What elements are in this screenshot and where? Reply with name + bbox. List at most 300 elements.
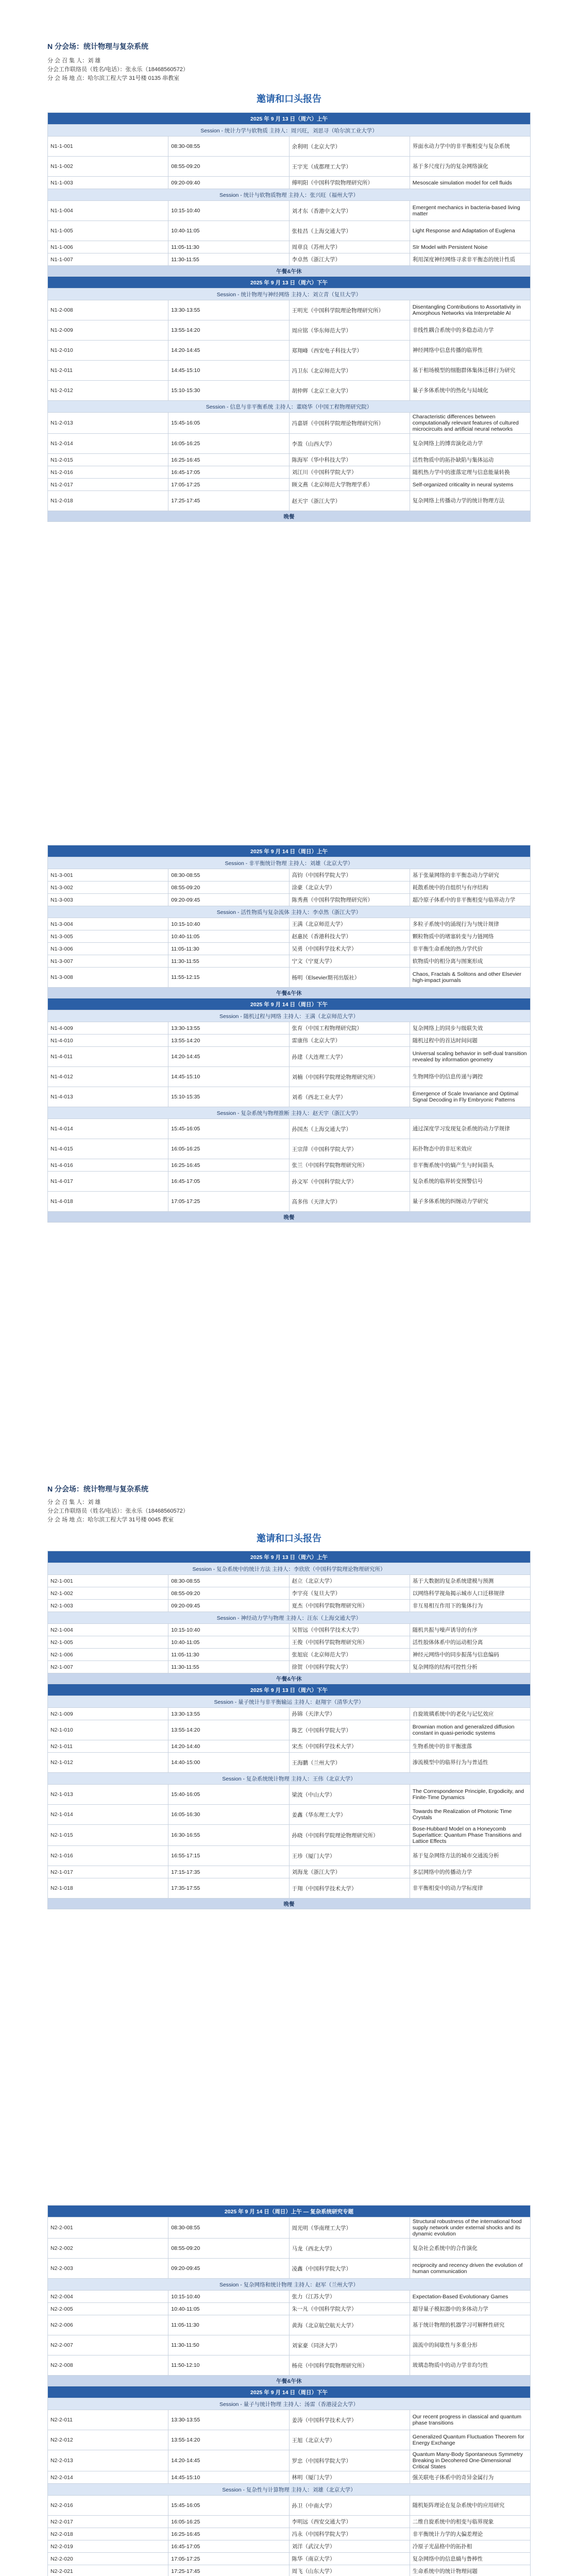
talk-title: 基于相场模型的细胞群体集体迁移行为研究 (410, 361, 530, 381)
talk-id: N1-3-005 (48, 930, 168, 943)
talk-time: 10:15-10:40 (168, 1624, 289, 1636)
talk-time: 16:25-16:45 (168, 454, 289, 466)
talk-time: 08:30-08:55 (168, 2217, 289, 2239)
talk-title: 耗散系统中的自组织与有序结构 (410, 882, 530, 894)
talk-id: N2-2-005 (48, 2303, 168, 2315)
talk-speaker: 刘江川（中国科学院大学） (289, 466, 410, 479)
schedule-table (47, 845, 531, 1223)
break-row (48, 1673, 531, 1684)
talk-title: 玻璃态物质中的动力学非均匀性 (410, 2355, 530, 2376)
day-header (48, 277, 531, 289)
talk-speaker: 孙晓（中国科学院理论物理研究所） (289, 1825, 410, 1846)
talk-id: N1-4-014 (48, 1119, 168, 1139)
talk-title: Characteristic differences between computationally relevant features of cultured microcircuits and artificial neural networks (410, 413, 530, 434)
talk-time: 16:45-17:05 (168, 466, 289, 479)
session-label: Session - 复杂系统中的统计方法 主持人：李欣欣（中国科学院理论物理研究所） (48, 1563, 531, 1575)
talk-title: 随机矩阵理论在复杂系统中的应用研究 (410, 2496, 530, 2516)
talk-time: 09:20-09:45 (168, 2259, 289, 2279)
talk-time: 08:30-08:55 (168, 137, 289, 157)
talk-title: 软物质中的相分离与图案形成 (410, 955, 530, 968)
talk-row (48, 1600, 531, 1612)
talk-id: N2-1-009 (48, 1708, 168, 1720)
talk-row (48, 320, 531, 341)
talk-time: 14:45-15:10 (168, 2471, 289, 2484)
talk-title: 复杂网络上的博弈演化动力学 (410, 434, 530, 454)
talk-row (48, 2528, 531, 2540)
talk-title: 复杂网络的结构可控性分析 (410, 1661, 530, 1673)
talk-title: 基于复杂网络方法的城市交通流分析 (410, 1846, 530, 1866)
talk-time: 11:05-11:30 (168, 241, 289, 253)
talk-speaker: 冯永（中国科学院大学） (289, 2528, 410, 2540)
day-label: 2025 年 9 月 14 日（周日）上午 (48, 845, 531, 857)
talk-title: Light Response and Adaptation of Euglena (410, 221, 530, 241)
talk-title: Chaos, Fractals & Solitons and other Elsevier high-impact journals (410, 968, 530, 988)
talk-id: N2-2-001 (48, 2217, 168, 2239)
talk-speaker: 冯卫东（北京师范大学） (289, 361, 410, 381)
talk-row (48, 221, 531, 241)
talk-time: 16:45-17:05 (168, 2540, 289, 2553)
talk-title: 自旋玻璃系统中的老化与记忆效应 (410, 1708, 530, 1720)
talk-speaker: 王宗萍（中国科学院大学） (289, 1139, 410, 1159)
talk-time: 14:45-15:10 (168, 1067, 289, 1087)
talk-speaker: 夏杰（中国科学院物理研究所） (289, 1600, 410, 1612)
session-header (48, 2484, 531, 2496)
session-label: Session - 统计物理与神经网络 主持人：刘立青（复旦大学） (48, 289, 531, 300)
talk-title: 活性物质中的拓扑缺陷与集体运动 (410, 454, 530, 466)
talk-id: N1-4-013 (48, 1087, 168, 1107)
talk-row (48, 1035, 531, 1047)
talk-title: Self-organized criticality in neural systems (410, 479, 530, 491)
talk-speaker: 高钧（中国科学院大学） (289, 869, 410, 882)
talk-id: N2-1-010 (48, 1720, 168, 1740)
talk-speaker: 张旭宸（北京师范大学） (289, 1649, 410, 1661)
break-row (48, 511, 531, 522)
talk-time: 08:30-08:55 (168, 869, 289, 882)
talk-time: 16:05-16:25 (168, 1139, 289, 1159)
talk-row (48, 454, 531, 466)
talk-title: 非线性耦合系统中的多稳态动力学 (410, 320, 530, 341)
talk-time: 11:30-11:55 (168, 253, 289, 266)
talk-speaker: 陈秀燕（中国科学院物理研究所） (289, 894, 410, 906)
talk-id: N1-2-009 (48, 320, 168, 341)
talk-id: N1-3-004 (48, 918, 168, 930)
talk-title: Disentangling Contributions to Assortativity in Amorphous Networks via Interpretable AI (410, 300, 530, 320)
talk-row (48, 1753, 531, 1773)
talk-row (48, 1119, 531, 1139)
talk-title: 量子多体系统中的热化与局域化 (410, 381, 530, 401)
talk-speaker: 陈艺（中国科学院大学） (289, 1720, 410, 1740)
talk-speaker: 赵惠民（香港科技大学） (289, 930, 410, 943)
talk-id: N2-2-018 (48, 2528, 168, 2540)
talk-title: 随机共振与噪声诱导的有序 (410, 1624, 530, 1636)
talk-time: 16:30-16:55 (168, 1825, 289, 1846)
talk-speaker: 周光明（华南理工大学） (289, 2217, 410, 2239)
talk-id: N2-2-020 (48, 2553, 168, 2565)
talk-id: N1-3-006 (48, 943, 168, 955)
talk-id: N2-2-012 (48, 2430, 168, 2450)
session-header (48, 1773, 531, 1785)
talk-time: 08:55-09:20 (168, 882, 289, 894)
talk-title: 生物系统中的非平衡涨落 (410, 1740, 530, 1753)
talk-title: 二维自旋系统中的相变与临界现象 (410, 2516, 530, 2528)
talk-id: N2-2-014 (48, 2471, 168, 2484)
talk-id: N1-4-016 (48, 1159, 168, 1172)
talk-speaker: 刘海龙（浙江大学） (289, 1866, 410, 1878)
talk-id: N2-2-021 (48, 2565, 168, 2576)
talk-speaker: 李明远（西安交通大学） (289, 2516, 410, 2528)
talk-id: N2-1-015 (48, 1825, 168, 1846)
talk-id: N1-2-011 (48, 361, 168, 381)
talk-row (48, 1866, 531, 1878)
talk-row (48, 1825, 531, 1846)
day-label: 2025 年 9 月 13 日（周六）上午 (48, 1551, 531, 1563)
session-label: Session - 量子与统计物理 主持人：汤雷（香港浸会大学） (48, 2398, 531, 2410)
talk-row (48, 2303, 531, 2315)
break-row (48, 2376, 531, 2386)
talk-title: 超导量子模拟器中的多体动力学 (410, 2303, 530, 2315)
talk-speaker: 刘洋（武汉大学） (289, 2540, 410, 2553)
talk-row (48, 2553, 531, 2565)
session-label: Session - 量子统计与非平衡输运 主持人：赵翔宇（清华大学） (48, 1696, 531, 1708)
talk-row (48, 1087, 531, 1107)
talk-title: 湍流中的间歇性与多重分形 (410, 2335, 530, 2355)
talk-speaker: 刘希（西北工业大学） (289, 1087, 410, 1107)
talk-row (48, 361, 531, 381)
talk-row (48, 157, 531, 177)
talk-time: 15:45-16:05 (168, 2496, 289, 2516)
venue-title: N 分会场：统计物理与复杂系统 (47, 42, 148, 50)
talk-title: 非互易相互作用下的集体行为 (410, 1600, 530, 1612)
talk-title: 通过深度学习发现复杂系统的动力学规律 (410, 1119, 530, 1139)
talk-row (48, 1624, 531, 1636)
talk-id: N1-2-016 (48, 466, 168, 479)
talk-id: N2-1-004 (48, 1624, 168, 1636)
talk-row (48, 1022, 531, 1035)
venue-meta: 分 会 召 集 人：刘 雄 分会工作联络员（姓名/电话）：张永乐（18468560572） 分 会 场 地 点：哈尔滨工程大学 31号楼 0045 教室 (47, 1499, 189, 1523)
session-label: Session - 复杂网络和统计物理 主持人：赵军（兰州大学） (48, 2279, 531, 2291)
talk-time: 16:05-16:30 (168, 1805, 289, 1825)
talk-id: N2-1-005 (48, 1636, 168, 1649)
talk-time: 17:05-17:25 (168, 2553, 289, 2565)
talk-speaker: 吴智远（中国科学技术大学） (289, 1624, 410, 1636)
talk-time: 10:15-10:40 (168, 201, 289, 221)
talk-id: N2-1-016 (48, 1846, 168, 1866)
talk-row (48, 2430, 531, 2450)
session-header (48, 2398, 531, 2410)
talk-time: 11:50-12:10 (168, 2355, 289, 2376)
talk-row (48, 943, 531, 955)
talk-id: N2-1-006 (48, 1649, 168, 1661)
talk-title: 复杂网络上传播动力学的统计物理方法 (410, 491, 530, 511)
talk-speaker: 高多伟（天津大学） (289, 1192, 410, 1212)
talk-speaker: 王旭（北京大学） (289, 2430, 410, 2450)
talk-row (48, 1805, 531, 1825)
talk-title: 非平衡统计力学的大偏差理论 (410, 2528, 530, 2540)
section-title: 邀请和口头报告 (257, 1533, 321, 1544)
talk-speaker: 孙建（大连理工大学） (289, 1047, 410, 1067)
talk-speaker: 胡仲辉（北京工业大学） (289, 381, 410, 401)
talk-id: N1-3-008 (48, 968, 168, 988)
talk-row (48, 1649, 531, 1661)
talk-id: N1-2-015 (48, 454, 168, 466)
talk-id: N2-2-017 (48, 2516, 168, 2528)
talk-row (48, 253, 531, 266)
talk-time: 08:55-09:20 (168, 157, 289, 177)
talk-id: N2-1-017 (48, 1866, 168, 1878)
talk-title: 渗流模型中的临界行为与普适性 (410, 1753, 530, 1773)
session-label: Session - 复杂性与计算物理 主持人：刘雄（北京大学） (48, 2484, 531, 2496)
talk-row (48, 968, 531, 988)
talk-title: 冷原子光晶格中的拓扑相 (410, 2540, 530, 2553)
talk-title: 强关联电子体系中的奇异金属行为 (410, 2471, 530, 2484)
talk-speaker: 张兰（中国科学院物理研究所） (289, 1159, 410, 1172)
talk-row (48, 137, 531, 157)
talk-speaker: 王满（北京师范大学） (289, 918, 410, 930)
talk-row (48, 1172, 531, 1192)
talk-time: 16:25-16:45 (168, 2528, 289, 2540)
talk-time: 15:45-16:05 (168, 413, 289, 434)
talk-speaker: 刘才东（香港中文大学） (289, 201, 410, 221)
talk-time: 10:40-11:05 (168, 1636, 289, 1649)
talk-id: N2-1-012 (48, 1753, 168, 1773)
break-label: 晚餐 (48, 1899, 531, 1909)
talk-speaker: 姜鑫（华东理工大学） (289, 1805, 410, 1825)
talk-time: 10:40-11:05 (168, 221, 289, 241)
program-page-2 (0, 845, 578, 1412)
session-header (48, 401, 531, 413)
talk-row (48, 1720, 531, 1740)
venue-title: N 分会场：统计物理与复杂系统 (47, 1485, 148, 1493)
talk-title: 随机热力学中的涨落定理与信息能量转换 (410, 466, 530, 479)
talk-speaker: 李盈（山西大学） (289, 434, 410, 454)
talk-title: 基于多尺度行为的复杂网络演化 (410, 157, 530, 177)
talk-speaker: 周飞（山东大学） (289, 2565, 410, 2576)
session-label: Session - 复杂系统统计物理 主持人：王伟（北京大学） (48, 1773, 531, 1785)
talk-title: 量子多体系统的纠缠动力学研究 (410, 1192, 530, 1212)
talk-id: N1-4-011 (48, 1047, 168, 1067)
session-label: Session - 非平衡统计物理 主持人：刘雄（北京大学） (48, 857, 531, 869)
talk-row (48, 1159, 531, 1172)
talk-row (48, 955, 531, 968)
break-label: 晚餐 (48, 1212, 531, 1223)
talk-speaker: 张桂昌（上海交通大学） (289, 221, 410, 241)
talk-row (48, 2259, 531, 2279)
talk-id: N1-2-008 (48, 300, 168, 320)
talk-speaker: 李卓然（浙江大学） (289, 253, 410, 266)
talk-title: 利用深度神经网络寻求非平衡态的统计性质 (410, 253, 530, 266)
talk-speaker: 赵立（北京大学） (289, 1575, 410, 1587)
talk-speaker: 周章良（苏州大学） (289, 241, 410, 253)
talk-title: 活性胶体体系中的运动相分离 (410, 1636, 530, 1649)
talk-speaker: 黄海（北京航空航天大学） (289, 2315, 410, 2335)
talk-id: N2-2-016 (48, 2496, 168, 2516)
talk-id: N2-2-004 (48, 2291, 168, 2303)
talk-id: N2-2-019 (48, 2540, 168, 2553)
talk-id: N2-1-018 (48, 1878, 168, 1899)
break-row (48, 1212, 531, 1223)
day-label: 2025 年 9 月 14 日（周日）下午 (48, 2386, 531, 2398)
talk-id: N1-4-010 (48, 1035, 168, 1047)
session-header (48, 1107, 531, 1119)
talk-row (48, 1846, 531, 1866)
talk-speaker: 涂豪（北京大学） (289, 882, 410, 894)
talk-row (48, 869, 531, 882)
talk-id: N1-3-003 (48, 894, 168, 906)
talk-title: SIr Model with Persistent Noise (410, 241, 530, 253)
talk-row (48, 381, 531, 401)
talk-time: 14:20-14:45 (168, 2450, 289, 2471)
talk-speaker: 赵天宇（浙江大学） (289, 491, 410, 511)
day-label: 2025 年 9 月 14 日（周日）上午 — 复杂系统研究专题 (48, 2206, 531, 2217)
talk-time: 17:25-17:45 (168, 491, 289, 511)
talk-speaker: 林明（厦门大学） (289, 2471, 410, 2484)
day-header (48, 1684, 531, 1696)
break-label: 晚餐 (48, 511, 531, 522)
talk-id: N1-1-001 (48, 137, 168, 157)
program-page-1 (0, 0, 578, 773)
talk-speaker: 凌鑫（中国科学院大学） (289, 2259, 410, 2279)
talk-time: 15:45-16:05 (168, 1119, 289, 1139)
talk-time: 09:20-09:45 (168, 1600, 289, 1612)
talk-row (48, 2410, 531, 2430)
talk-speaker: 孙文军（中国科学院大学） (289, 1172, 410, 1192)
talk-row (48, 201, 531, 221)
talk-title: 多层网络中的传播动力学 (410, 1866, 530, 1878)
talk-title: 超冷原子体系中的非平衡相变与临界动力学 (410, 894, 530, 906)
talk-speaker: 郑翔峰（西安电子科技大学） (289, 341, 410, 361)
talk-speaker: 孙锦（天津大学） (289, 1708, 410, 1720)
session-label: Session - 统计力学与软物质 主持人：周兴旺，刘思寻（哈尔滨工业大学） (48, 125, 531, 137)
talk-title: Emergent mechanics in bacteria-based living matter (410, 201, 530, 221)
talk-time: 16:45-17:05 (168, 1172, 289, 1192)
talk-speaker: 余利明（北京大学） (289, 137, 410, 157)
day-header (48, 1551, 531, 1563)
talk-title: 基于统计物理的机器学习可解释性研究 (410, 2315, 530, 2335)
talk-speaker: 张力（江苏大学） (289, 2291, 410, 2303)
talk-speaker: 宋杰（中国科学技术大学） (289, 1740, 410, 1753)
talk-title: 神经网络中信息传播的临界性 (410, 341, 530, 361)
session-header (48, 1612, 531, 1624)
talk-title: 生物网络中的信息传递与调控 (410, 1067, 530, 1087)
talk-row (48, 930, 531, 943)
talk-title: 界面水动力学中的非平衡相变与复杂系统 (410, 137, 530, 157)
talk-title: 复杂网络上的同步与级联失效 (410, 1022, 530, 1035)
talk-id: N1-3-002 (48, 882, 168, 894)
talk-speaker: 刘楠（中国科学院理论物理研究所） (289, 1067, 410, 1087)
talk-speaker: 马龙（西北大学） (289, 2239, 410, 2259)
talk-row (48, 1661, 531, 1673)
talk-id: N2-2-002 (48, 2239, 168, 2259)
talk-speaker: 于翔（中国科学技术大学） (289, 1878, 410, 1899)
talk-row (48, 1740, 531, 1753)
talk-row (48, 1636, 531, 1649)
talk-time: 11:30-11:50 (168, 2335, 289, 2355)
talk-speaker: 李宇亮（复旦大学） (289, 1587, 410, 1600)
session-header (48, 906, 531, 918)
talk-row (48, 2540, 531, 2553)
talk-time: 08:55-09:20 (168, 2239, 289, 2259)
talk-id: N2-2-008 (48, 2355, 168, 2376)
talk-time: 09:20-09:45 (168, 894, 289, 906)
session-label: Session - 随机过程与网络 主持人：王满（北京师范大学） (48, 1010, 531, 1022)
talk-time: 13:30-13:55 (168, 1708, 289, 1720)
talk-title: Expectation-Based Evolutionary Games (410, 2291, 530, 2303)
talk-id: N1-2-012 (48, 381, 168, 401)
talk-id: N2-1-007 (48, 1661, 168, 1673)
talk-title: 随机过程中的首达时间问题 (410, 1035, 530, 1047)
session-header (48, 189, 531, 201)
talk-speaker: 王俊（中国科学院物理研究所） (289, 1636, 410, 1649)
talk-row (48, 1708, 531, 1720)
talk-time: 08:55-09:20 (168, 1587, 289, 1600)
talk-time: 13:55-14:20 (168, 2430, 289, 2450)
talk-title: 复杂系统的临界转变预警信号 (410, 1172, 530, 1192)
talk-row (48, 882, 531, 894)
talk-title: 非平衡相变中的动力学标度律 (410, 1878, 530, 1899)
talk-speaker: 王明光（中国科学院理论物理研究所） (289, 300, 410, 320)
talk-time: 16:25-16:45 (168, 1159, 289, 1172)
talk-row (48, 2291, 531, 2303)
talk-title: Brownian motion and generalized diffusion constant in quasi-periodic systems (410, 1720, 530, 1740)
talk-speaker: 宁文（宁夏大学） (289, 955, 410, 968)
day-header (48, 113, 531, 125)
schedule-table (47, 1551, 531, 1909)
talk-id: N2-2-011 (48, 2410, 168, 2430)
talk-id: N2-2-006 (48, 2315, 168, 2335)
talk-id: N1-3-007 (48, 955, 168, 968)
session-header (48, 289, 531, 300)
break-row (48, 1899, 531, 1909)
talk-speaker: 梁波（中山大学） (289, 1785, 410, 1805)
talk-speaker: 王宇光（成都理工大学） (289, 157, 410, 177)
talk-id: N1-1-002 (48, 157, 168, 177)
talk-id: N1-4-018 (48, 1192, 168, 1212)
talk-speaker: 傅明阳（中国科学院物理研究所） (289, 177, 410, 189)
talk-time: 11:55-12:15 (168, 968, 289, 988)
session-header (48, 1563, 531, 1575)
talk-row (48, 2471, 531, 2484)
talk-id: N1-2-013 (48, 413, 168, 434)
talk-row (48, 1067, 531, 1087)
talk-time: 16:55-17:15 (168, 1846, 289, 1866)
talk-time: 15:10-15:30 (168, 381, 289, 401)
session-header (48, 1010, 531, 1022)
talk-title: 颗粒物质中的堵塞转变与力链网络 (410, 930, 530, 943)
talk-time: 08:30-08:55 (168, 1575, 289, 1587)
talk-title: 神经元网络中的同步振荡与信息编码 (410, 1649, 530, 1661)
talk-title: Universal scaling behavior in self-dual transition revealed by information geometry (410, 1047, 530, 1067)
talk-speaker: 冯嘉妍（中国科学院理论物理研究所） (289, 413, 410, 434)
talk-row (48, 894, 531, 906)
session-header (48, 125, 531, 137)
day-header (48, 998, 531, 1010)
talk-time: 11:30-11:55 (168, 955, 289, 968)
talk-speaker: 吴勇（中国科学技术大学） (289, 943, 410, 955)
talk-time: 17:05-17:25 (168, 479, 289, 491)
talk-time: 17:15-17:35 (168, 1866, 289, 1878)
talk-id: N1-4-015 (48, 1139, 168, 1159)
talk-id: N2-2-007 (48, 2335, 168, 2355)
talk-time: 16:05-16:25 (168, 2516, 289, 2528)
talk-time: 13:30-13:55 (168, 2410, 289, 2430)
day-header (48, 2206, 531, 2217)
talk-speaker: 孙国杰（上海交通大学） (289, 1119, 410, 1139)
talk-row (48, 1878, 531, 1899)
talk-time: 13:55-14:20 (168, 1035, 289, 1047)
break-row (48, 988, 531, 998)
talk-title: 复杂网络中的信息熵与鲁棒性 (410, 2553, 530, 2565)
talk-time: 13:55-14:20 (168, 1720, 289, 1740)
